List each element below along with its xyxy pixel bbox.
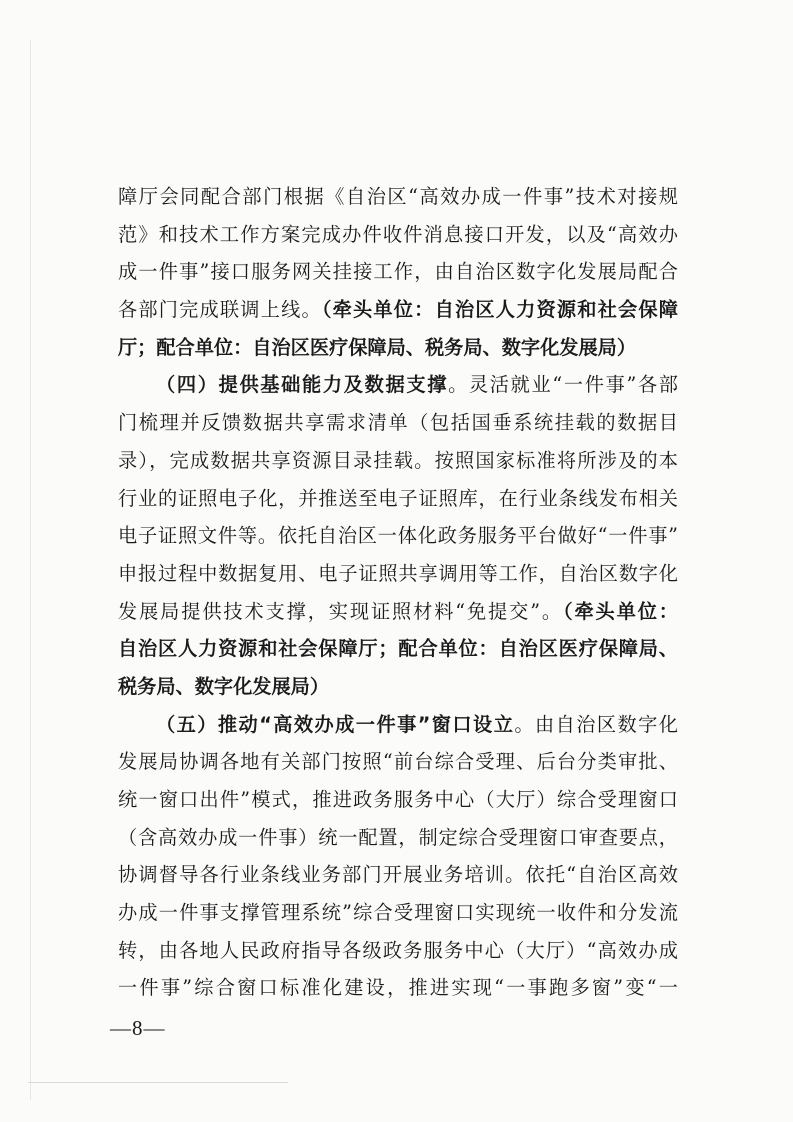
text-line	[118, 404, 678, 442]
text-line	[118, 555, 678, 593]
text-segment: 协调督导各行业条线业务部门开展业务培训。依托“自治区高效	[118, 863, 678, 887]
text-segment: （含高效办成一件事）统一配置，制定综合受理窗口审查要点，	[118, 825, 678, 849]
text-segment: 各部门完成联调上线。	[118, 298, 322, 322]
body-text	[118, 178, 678, 1007]
bold-text: 厅；配合单位：自治区医疗保障局、税务局、数字化发展局）	[118, 335, 637, 359]
text-line	[118, 517, 678, 555]
scan-edge	[30, 40, 31, 1100]
text-line	[118, 894, 678, 932]
text-line	[118, 253, 678, 291]
text-segment: 门梳理并反馈数据共享需求清单（包括国垂系统挂载的数据目	[118, 411, 678, 435]
section-heading: （五）推动“高效办成一件事”窗口设立	[156, 712, 515, 736]
text-segment: 电子证照文件等。依托自治区一体化政务服务平台做好“一件事”	[118, 524, 678, 548]
text-line	[118, 706, 678, 744]
text-line	[118, 593, 678, 631]
text-line	[118, 216, 678, 254]
text-segment: 录），完成数据共享资源目录挂载。按照国家标准将所涉及的本	[118, 448, 678, 472]
text-segment: 范》和技术工作方案完成办件收件消息接口开发，以及“高效办	[118, 222, 678, 246]
bold-text: 自治区人力资源和社会保障厅；配合单位：自治区医疗保障局、	[118, 637, 678, 661]
page-number: —8—	[110, 1016, 166, 1040]
text-line	[118, 178, 678, 216]
bold-text: （牵头单位：	[563, 599, 678, 623]
text-line	[118, 366, 678, 404]
text-segment: 。灵活就业“一件事”各部	[448, 373, 678, 397]
text-segment: 转，由各地人民政府指导各级政务服务中心（大厅）“高效办成	[118, 938, 678, 962]
text-line	[118, 932, 678, 970]
text-segment: 申报过程中数据复用、电子证照共享调用等工作，自治区数字化	[118, 561, 678, 585]
text-segment: 成一件事”接口服务网关挂接工作，由自治区数字化发展局配合	[118, 260, 678, 284]
text-line	[118, 291, 678, 329]
text-line	[118, 329, 678, 367]
footer-rule	[28, 1082, 288, 1083]
text-line	[118, 630, 678, 668]
text-segment: 办成一件事支撑管理系统”综合受理窗口实现统一收件和分发流	[118, 901, 678, 925]
text-line	[118, 969, 678, 1007]
text-line	[118, 442, 678, 480]
text-line	[118, 781, 678, 819]
text-segment: 。由自治区数字化	[514, 712, 678, 736]
bold-text: （牵头单位：自治区人力资源和社会保障	[321, 298, 678, 322]
text-segment: 障厅会同配合部门根据《自治区“高效办成一件事”技术对接规	[118, 185, 678, 208]
text-line	[118, 743, 678, 781]
text-line	[118, 856, 678, 894]
text-segment: 发展局协调各地有关部门按照“前台综合受理、后台分类审批、	[118, 750, 678, 774]
text-segment: 行业的证照电子化，并推送至电子证照库，在行业条线发布相关	[118, 486, 678, 510]
text-segment: 一件事”综合窗口标准化建设，推进实现“一事跑多窗”变“一	[118, 976, 678, 1000]
text-line	[118, 668, 678, 706]
text-segment: 发展局提供技术支撑，实现证照材料“免提交”。	[118, 599, 563, 623]
text-line	[118, 819, 678, 857]
section-heading: （四）提供基础能力及数据支撑	[156, 373, 449, 397]
bold-text: 税务局、数字化发展局）	[118, 674, 330, 698]
text-segment: 统一窗口出件”模式，推进政务服务中心（大厅）综合受理窗口	[118, 788, 678, 811]
text-line	[118, 480, 678, 518]
